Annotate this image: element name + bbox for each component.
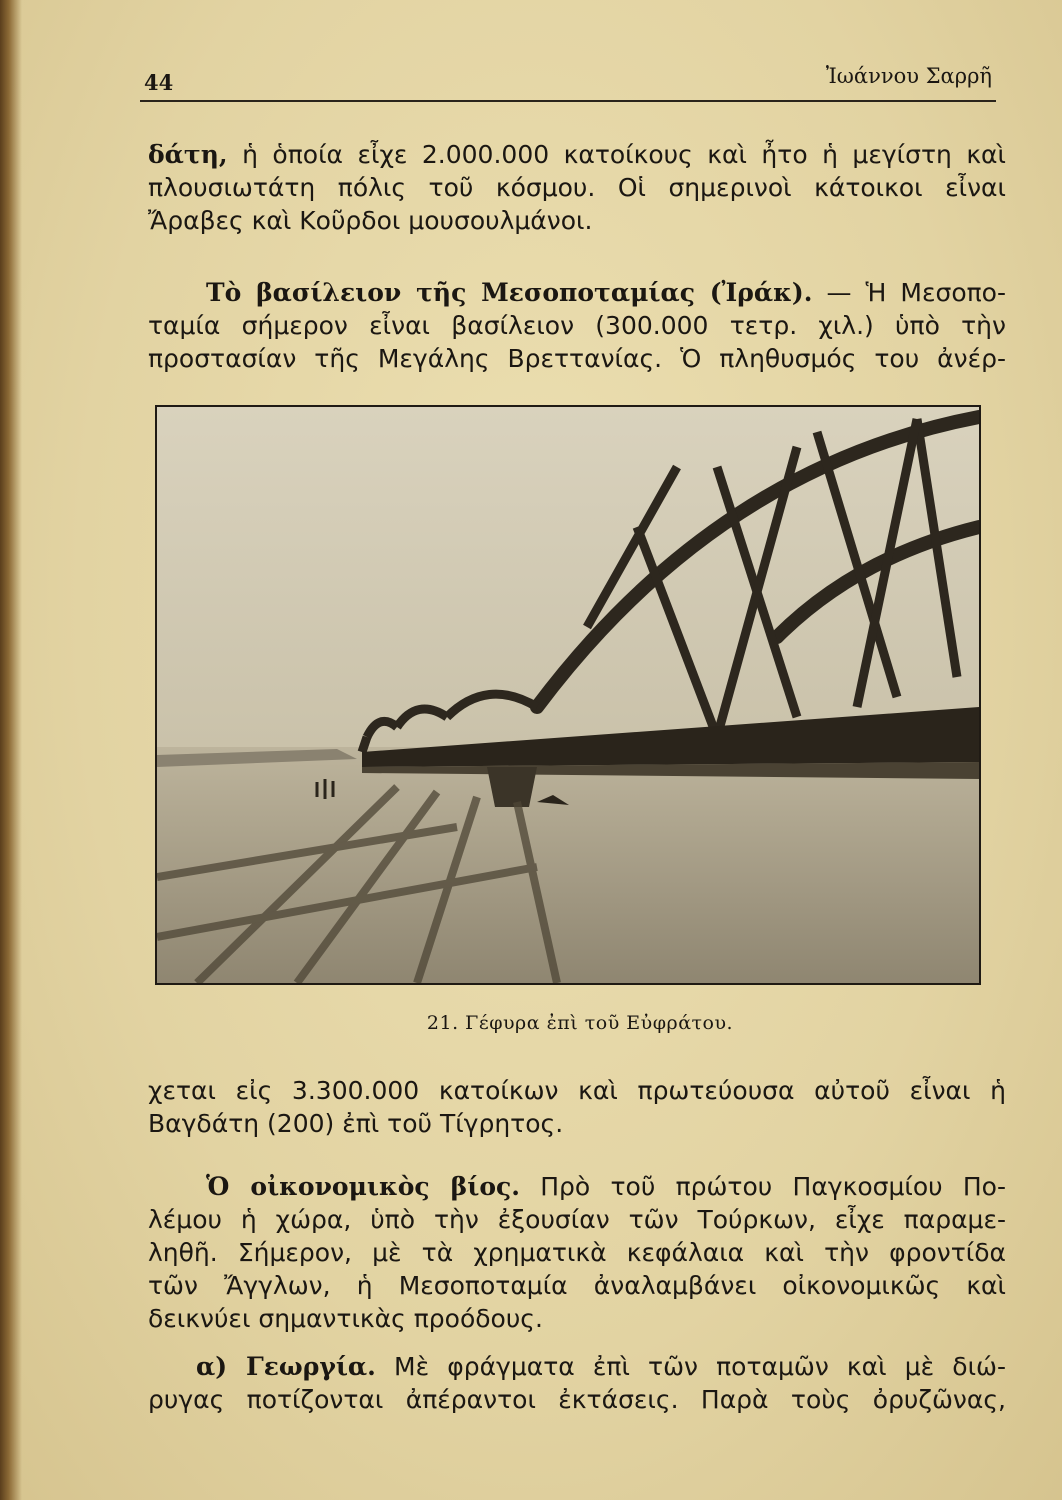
text-line: Βαγδάτη (200) ἐπὶ τοῦ Τίγρητος. [148, 1109, 564, 1138]
text-span: Πρὸ τοῦ πρώτου Παγκοσμίου Πο- [519, 1172, 1006, 1201]
paragraph-agriculture [148, 1350, 1006, 1416]
text-line [148, 1170, 1006, 1203]
paragraph-kingdom-iraq [148, 276, 1006, 375]
paragraph-population [148, 1074, 1006, 1140]
paragraph-baghdad [148, 138, 1006, 237]
text-line: δεικνύει σημαντικὰς προόδους. [148, 1304, 543, 1333]
text-line: ρυγας ποτίζονται ἀπέραντοι ἐκτάσεις. Παρὰ τοὺς ὀρυζῶνας, [148, 1385, 1006, 1414]
text-line: ληθῆ. Σήμερον, μὲ τὰ χρηματικὰ κεφάλαια καὶ τὴν φροντίδα [148, 1238, 1006, 1267]
text-line: προστασίαν τῆς Μεγάλης Βρεττανίας. Ὁ πληθυσμός του ἀνέρ- [148, 344, 1006, 373]
figure-caption: 21. Γέφυρα ἐπὶ τοῦ Εὐφράτου. [426, 1012, 734, 1034]
text-line: τῶν Ἄγγλων, ἡ Μεσοποταμία ἀναλαμβάνει οἰκονομικῶς καὶ [148, 1271, 1006, 1300]
text-line [148, 276, 1006, 309]
text-span: Μὲ φράγματα ἐπὶ τῶν ποταμῶν καὶ μὲ διώ- [375, 1352, 1006, 1381]
section-heading: Ὁ οἰκονομικὸς βίος. [206, 1172, 520, 1201]
text-line [148, 1350, 1006, 1383]
text-span: ἡ ὁποία εἶχε 2.000.000 κατοίκους καὶ ἦτο ἡ μεγίστη καὶ [227, 140, 1006, 169]
section-heading: α) Γεωργία. [196, 1352, 376, 1381]
bridge-illustration [157, 407, 979, 983]
page-number: 44 [144, 70, 174, 95]
continued-word: δάτη, [148, 140, 228, 169]
running-header [140, 60, 996, 100]
text-line [148, 138, 1006, 171]
text-line: Ἄραβες καὶ Κοῦρδοι μουσουλμάνοι. [148, 206, 593, 235]
header-rule [140, 100, 996, 102]
bridge-photograph [155, 405, 981, 985]
text-line: ταμία σήμερον εἶναι βασίλειον (300.000 τετρ. χιλ.) ὑπὸ τὴν [148, 311, 1006, 340]
text-line: χεται εἰς 3.300.000 κατοίκων καὶ πρωτεύουσα αὐτοῦ εἶναι ἡ [148, 1076, 1006, 1105]
section-heading: Τὸ βασίλειον τῆς Μεσοποταμίας (Ἰράκ). [206, 278, 813, 307]
page-binding-edge [0, 0, 22, 1500]
text-span: — Ἡ Μεσοπο- [812, 278, 1006, 307]
paragraph-economic-life [148, 1170, 1006, 1335]
running-header-author: Ἰωάννου Σαρρῆ [825, 64, 992, 88]
text-line: πλουσιωτάτη πόλις τοῦ κόσμου. Οἱ σημερινοὶ κάτοικοι εἶναι [148, 173, 1006, 202]
text-line: λέμου ἡ χώρα, ὑπὸ τὴν ἐξουσίαν τῶν Τούρκων, εἶχε παραμε- [148, 1205, 1006, 1234]
